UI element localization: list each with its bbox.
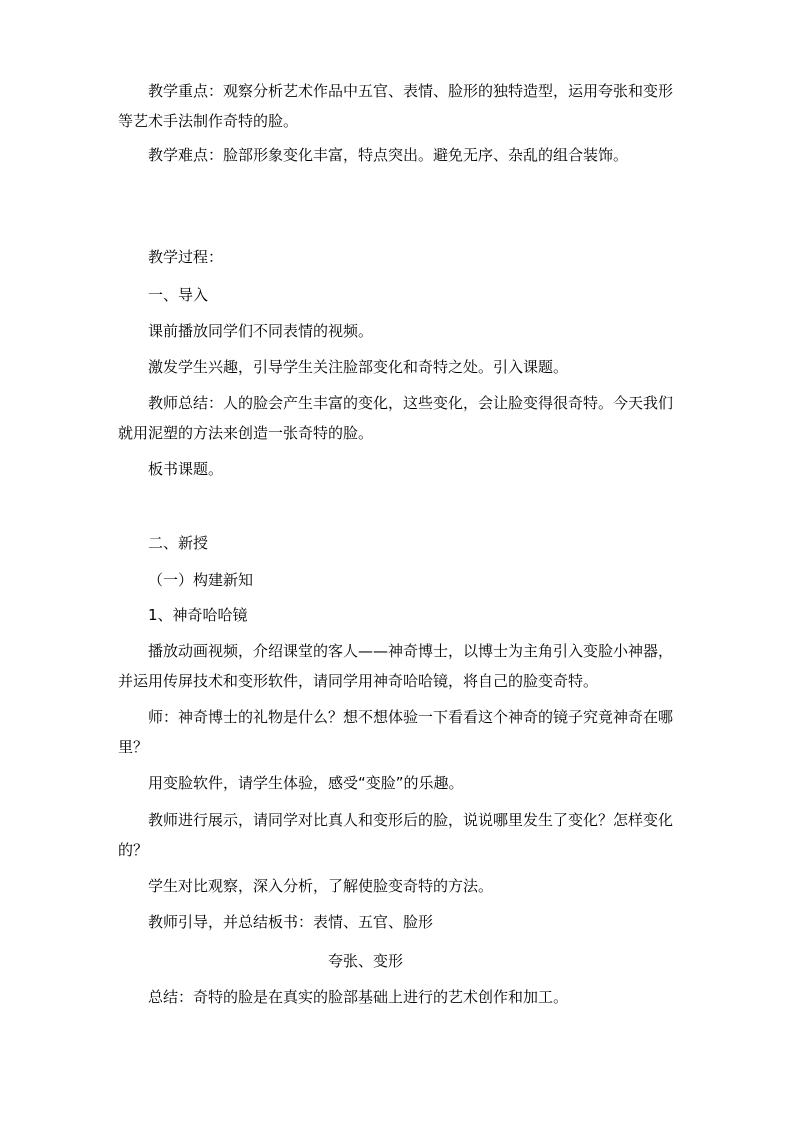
conclusion-paragraph: 总结：奇特的脸是在真实的脸部基础上进行的艺术创作和加工。 xyxy=(148,988,569,1006)
key-points-paragraph: 教学重点：观察分析艺术作品中五官、表情、脸形的独特造型，运用夸张和变形等艺术手法制作奇特的脸。 xyxy=(118,82,674,130)
video-play-paragraph: 播放动画视频，介绍课堂的客人——神奇博士，以博士为主角引入变脸小神器，并运用传屏技术和变形软件，请同学用神奇哈哈镜，将自己的脸变奇特。 xyxy=(118,642,674,690)
sub-section-one-heading: （一）构建新知 xyxy=(148,571,254,589)
teacher-question-paragraph: 师：神奇博士的礼物是什么？想不想体验一下看看这个神奇的镜子究竟神奇在哪里？ xyxy=(118,708,674,756)
item-one-heading: 1、神奇哈哈镜 xyxy=(148,606,248,624)
exaggerate-line: 夸张、变形 xyxy=(328,952,404,970)
intro-paragraph-1: 课前播放同学们不同表情的视频。 xyxy=(148,322,374,340)
display-paragraph: 教师进行展示，请同学对比真人和变形后的脸，说说哪里发生了变化？怎样变化的？ xyxy=(118,811,674,859)
intro-paragraph-2: 激发学生兴趣，引导学生关注脸部变化和奇特之处。引入课题。 xyxy=(148,358,569,376)
teacher-summary-paragraph: 教师总结：人的脸会产生丰富的变化，这些变化，会让脸变得很奇特。今天我们就用泥塑的方法来创造一张奇特的脸。 xyxy=(118,394,674,442)
guide-paragraph: 教师引导，并总结板书：表情、五官、脸形 xyxy=(148,913,434,931)
board-title-paragraph: 板书课题。 xyxy=(148,460,224,478)
difficulties-paragraph: 教学难点：脸部形象变化丰富，特点突出。避免无序、杂乱的组合装饰。 xyxy=(148,146,629,164)
section-two-heading: 二、新授 xyxy=(148,534,209,552)
section-one-heading: 一、导入 xyxy=(148,286,209,304)
compare-paragraph: 学生对比观察，深入分析，了解使脸变奇特的方法。 xyxy=(148,877,494,895)
experience-paragraph: 用变脸软件，请学生体验，感受“变脸”的乐趣。 xyxy=(148,774,464,792)
process-heading: 教学过程： xyxy=(148,248,224,266)
